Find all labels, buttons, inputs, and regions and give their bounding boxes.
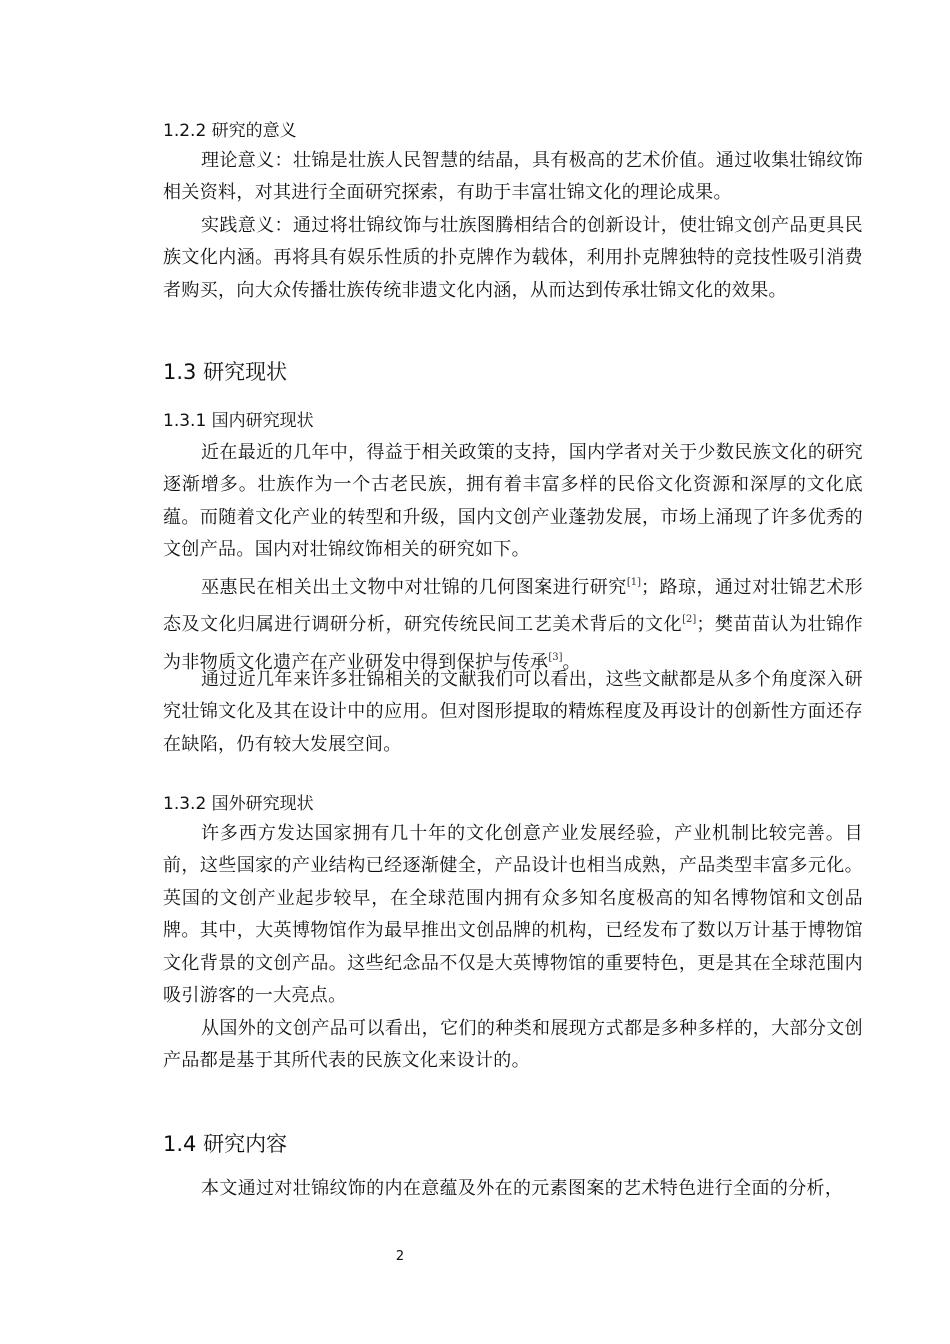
paragraph-theory-significance: 理论意义：壮锦是壮族人民智慧的结晶，具有极高的艺术价值。通过收集壮锦纹饰相关资料，对其进行全面研究探索，有助于丰富壮锦文化的理论成果。 — [163, 150, 863, 204]
domestic-literature-text-2: ；路琼，通过对壮锦艺术形态及文化归属进行调研分析，研究传统民间工艺美术背后的文化 — [163, 577, 863, 636]
paragraph-domestic-literature — [163, 567, 863, 679]
citation-3: [3] — [548, 651, 563, 663]
paragraph-research-content: 本文通过对壮锦纹饰的内在意蕴及外在的元素图案的艺术特色进行全面的分析， — [201, 1178, 844, 1199]
paragraph-domestic-intro: 近在最近的几年中，得益于相关政策的支持，国内学者对关于少数民族文化的研究逐渐增多。壮族作为一个古老民族，拥有着丰富多样的民俗文化资源和深厚的文化底蕴。而随着文化产业的转型和升级，国内文创产业蓬勃发展，市场上涌现了许多优秀的文创产品。国内对壮锦纹饰相关的研究如下。 — [163, 442, 863, 561]
heading-1-3: 1.3 研究现状 — [163, 360, 288, 384]
page-number: 2 — [395, 1249, 405, 1264]
domestic-literature-text-4: 。 — [562, 651, 581, 673]
heading-1-2-2: 1.2.2 研究的意义 — [163, 121, 297, 141]
heading-1-3-2: 1.3.2 国外研究现状 — [163, 794, 314, 814]
citation-1: [1] — [626, 577, 641, 588]
domestic-literature-text-1: 巫惠民在相关出土文物中对壮锦的几何图案进行研究 — [201, 577, 627, 598]
heading-1-3-1: 1.3.1 国内研究现状 — [163, 411, 314, 431]
paragraph-domestic-summary: 通过近几年来许多壮锦相关的文献我们可以看出，这些文献都是从多个角度深入研究壮锦文化及其在设计中的应用。但对图形提取的精炼程度及再设计的创新性方面还存在缺陷，仍有较大发展空间。 — [163, 669, 863, 755]
paragraph-foreign-summary: 从国外的文创产品可以看出，它们的种类和展现方式都是多种多样的，大部分文创产品都是基于其所代表的民族文化来设计的。 — [163, 1018, 863, 1072]
paragraph-foreign-intro: 许多西方发达国家拥有几十年的文化创意产业发展经验，产业机制比较完善。目前，这些国家的产业结构已经逐渐健全，产品设计也相当成熟，产品类型丰富多元化。英国的文创产业起步较早，在全球范围内拥有众多知名度极高的知名博物馆和文创品牌。其中，大英博物馆作为最早推出文创品牌的机构，已经发布了数以万计基于博物馆文化背景的文创产品。这些纪念品不仅是大英博物馆的重要特色，更是其在全球范围内吸引游客的一大亮点。 — [163, 823, 863, 1007]
paragraph-practice-significance: 实践意义：通过将壮锦纹饰与壮族图腾相结合的创新设计，使壮锦文创产品更具民族文化内涵。再将具有娱乐性质的扑克牌作为载体，利用扑克牌独特的竞技性吸引消费者购买，向大众传播壮族传统非遗文化内涵，从而达到传承壮锦文化的效果。 — [163, 215, 863, 301]
citation-2: [2] — [682, 614, 697, 626]
domestic-literature-text-3: ；樊苗苗认为壮锦作为非物质文化遗产在产业研发中得到保护与传承 — [163, 614, 864, 673]
heading-1-4: 1.4 研究内容 — [163, 1132, 288, 1156]
